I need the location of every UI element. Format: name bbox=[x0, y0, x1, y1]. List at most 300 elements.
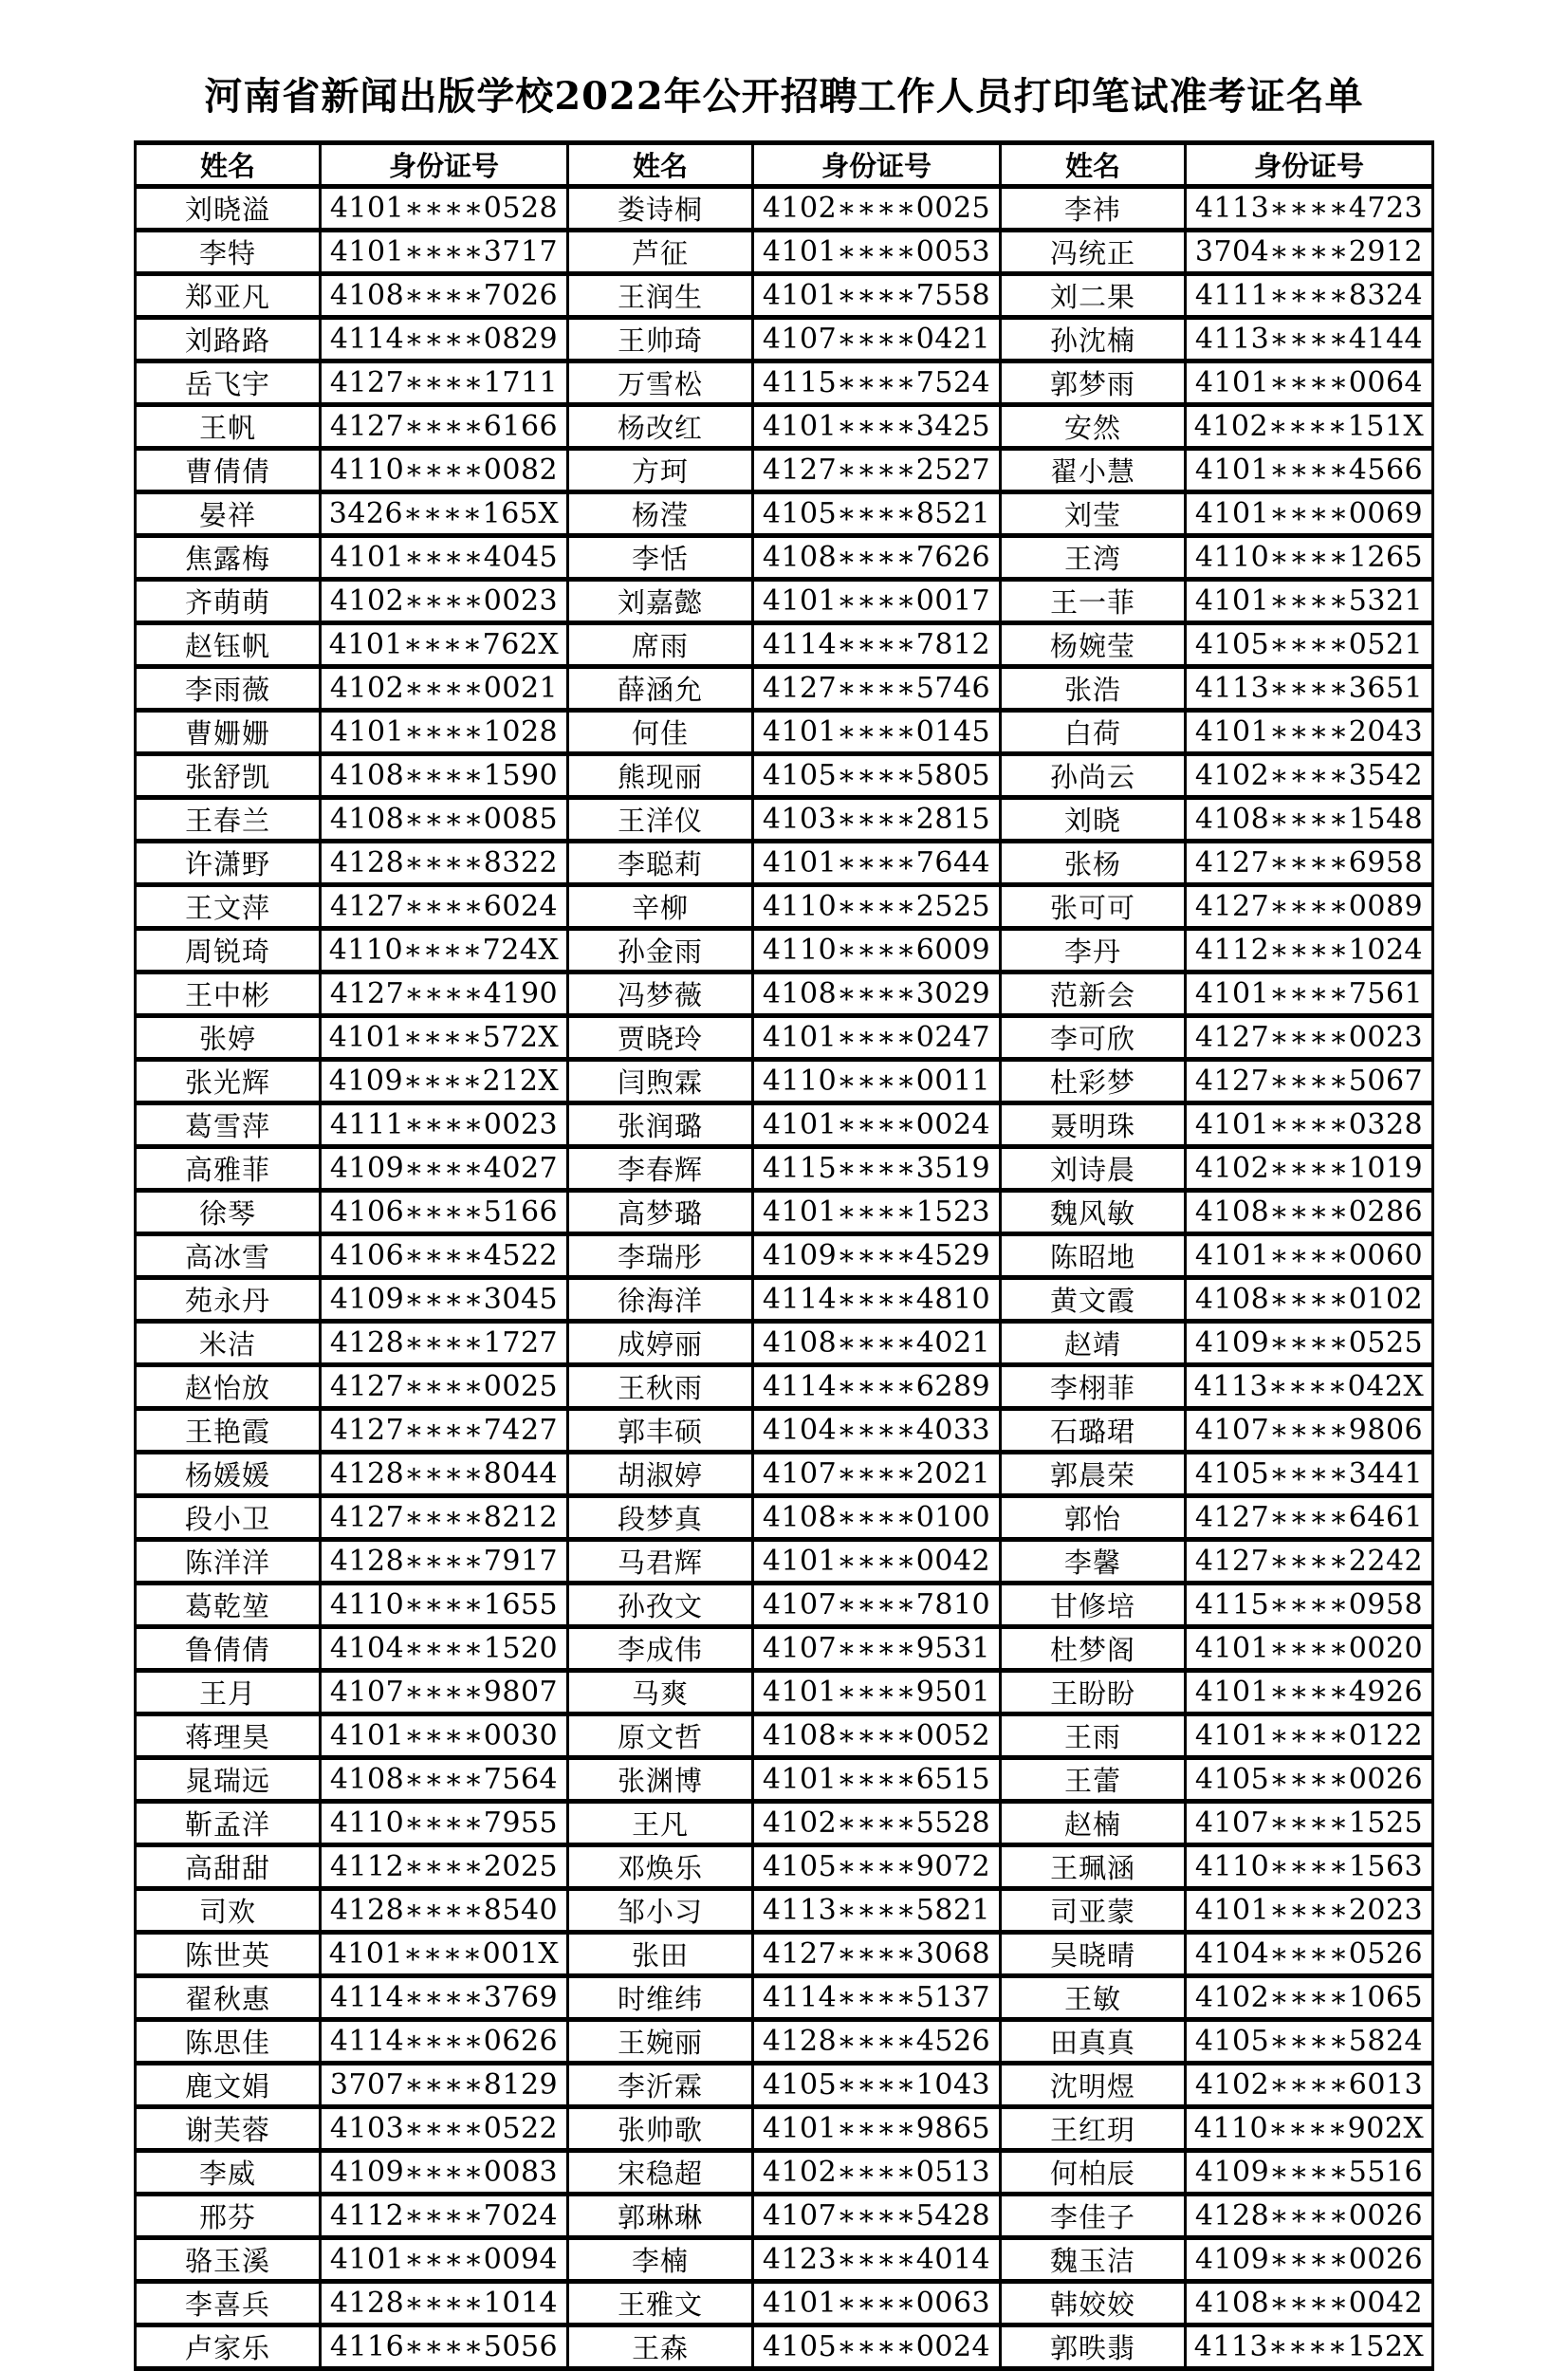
table-row bbox=[136, 1365, 1433, 1409]
name-cell: 米洁 bbox=[136, 1322, 321, 1365]
table-row bbox=[136, 2020, 1433, 2064]
name-cell: 王文萍 bbox=[136, 885, 321, 929]
id-cell: 4109∗∗∗∗3045 bbox=[321, 1278, 568, 1322]
id-cell: 4101∗∗∗∗0020 bbox=[1186, 1627, 1433, 1671]
id-cell: 4128∗∗∗∗8044 bbox=[321, 1453, 568, 1496]
table-row bbox=[136, 623, 1433, 667]
name-cell: 岳飞宇 bbox=[136, 361, 321, 405]
id-cell: 3704∗∗∗∗2912 bbox=[1186, 231, 1433, 274]
table-row bbox=[136, 536, 1433, 580]
table-row bbox=[136, 842, 1433, 885]
id-cell: 4101∗∗∗∗0069 bbox=[1186, 492, 1433, 536]
id-cell: 4105∗∗∗∗5805 bbox=[753, 754, 1001, 798]
table-row bbox=[136, 1234, 1433, 1278]
name-cell: 赵楠 bbox=[1001, 1802, 1186, 1845]
id-cell: 4113∗∗∗∗152X bbox=[1186, 2325, 1433, 2369]
id-cell: 4113∗∗∗∗4723 bbox=[1186, 187, 1433, 231]
id-cell: 4112∗∗∗∗7024 bbox=[321, 2195, 568, 2238]
name-cell: 王秋雨 bbox=[568, 1365, 753, 1409]
id-cell: 4101∗∗∗∗2043 bbox=[1186, 711, 1433, 754]
name-cell: 张润璐 bbox=[568, 1103, 753, 1147]
id-cell: 4110∗∗∗∗902X bbox=[1186, 2107, 1433, 2151]
id-cell: 4102∗∗∗∗3542 bbox=[1186, 754, 1433, 798]
id-cell: 4107∗∗∗∗9807 bbox=[321, 1671, 568, 1714]
id-cell: 4116∗∗∗∗5056 bbox=[321, 2325, 568, 2369]
name-cell: 张浩 bbox=[1001, 667, 1186, 711]
name-cell: 李特 bbox=[136, 231, 321, 274]
id-cell: 4127∗∗∗∗0025 bbox=[321, 1365, 568, 1409]
name-cell: 孙孜文 bbox=[568, 1584, 753, 1627]
id-cell: 4101∗∗∗∗9501 bbox=[753, 1671, 1001, 1714]
table-row bbox=[136, 1409, 1433, 1453]
id-cell: 4127∗∗∗∗6958 bbox=[1186, 842, 1433, 885]
id-cell: 4101∗∗∗∗0328 bbox=[1186, 1103, 1433, 1147]
name-cell: 李成伟 bbox=[568, 1627, 753, 1671]
name-cell: 蒋理昊 bbox=[136, 1714, 321, 1758]
id-cell: 4105∗∗∗∗0024 bbox=[753, 2325, 1001, 2369]
id-cell: 4106∗∗∗∗4522 bbox=[321, 1234, 568, 1278]
id-cell: 4107∗∗∗∗7810 bbox=[753, 1584, 1001, 1627]
id-cell: 4101∗∗∗∗0247 bbox=[753, 1016, 1001, 1060]
id-cell: 4101∗∗∗∗4045 bbox=[321, 536, 568, 580]
name-cell: 王帅琦 bbox=[568, 318, 753, 361]
table-row bbox=[136, 1845, 1433, 1889]
name-cell: 刘诗晨 bbox=[1001, 1147, 1186, 1191]
table-row bbox=[136, 2064, 1433, 2107]
id-cell: 4127∗∗∗∗6166 bbox=[321, 405, 568, 449]
id-cell: 4101∗∗∗∗0122 bbox=[1186, 1714, 1433, 1758]
name-cell: 席雨 bbox=[568, 623, 753, 667]
name-cell: 刘嘉懿 bbox=[568, 580, 753, 623]
name-cell: 刘路路 bbox=[136, 318, 321, 361]
column-header-name: 姓名 bbox=[568, 143, 753, 187]
name-cell: 成婷丽 bbox=[568, 1322, 753, 1365]
name-cell: 娄诗桐 bbox=[568, 187, 753, 231]
name-cell: 王珮涵 bbox=[1001, 1845, 1186, 1889]
name-cell: 安然 bbox=[1001, 405, 1186, 449]
table-row bbox=[136, 580, 1433, 623]
table-row bbox=[136, 1976, 1433, 2020]
id-cell: 4114∗∗∗∗5137 bbox=[753, 1976, 1001, 2020]
id-cell: 4101∗∗∗∗1523 bbox=[753, 1191, 1001, 1234]
name-cell: 赵钰帆 bbox=[136, 623, 321, 667]
name-cell: 闫煦霖 bbox=[568, 1060, 753, 1103]
id-cell: 4104∗∗∗∗4033 bbox=[753, 1409, 1001, 1453]
id-cell: 4107∗∗∗∗5428 bbox=[753, 2195, 1001, 2238]
id-cell: 4108∗∗∗∗0102 bbox=[1186, 1278, 1433, 1322]
id-cell: 4110∗∗∗∗1655 bbox=[321, 1584, 568, 1627]
table-row bbox=[136, 1147, 1433, 1191]
table-row bbox=[136, 2151, 1433, 2195]
name-cell: 王敏 bbox=[1001, 1976, 1186, 2020]
roster-table bbox=[134, 140, 1434, 2371]
table-row bbox=[136, 1714, 1433, 1758]
id-cell: 4101∗∗∗∗2023 bbox=[1186, 1889, 1433, 1933]
name-cell: 焦露梅 bbox=[136, 536, 321, 580]
id-cell: 4127∗∗∗∗1711 bbox=[321, 361, 568, 405]
table-row bbox=[136, 274, 1433, 318]
name-cell: 郭梦雨 bbox=[1001, 361, 1186, 405]
name-cell: 冯梦薇 bbox=[568, 972, 753, 1016]
id-cell: 4108∗∗∗∗1548 bbox=[1186, 798, 1433, 842]
name-cell: 陈昭地 bbox=[1001, 1234, 1186, 1278]
id-cell: 4109∗∗∗∗0083 bbox=[321, 2151, 568, 2195]
column-header-id: 身份证号 bbox=[1186, 143, 1433, 187]
name-cell: 刘晓溢 bbox=[136, 187, 321, 231]
name-cell: 孙金雨 bbox=[568, 929, 753, 972]
table-row bbox=[136, 1584, 1433, 1627]
name-cell: 段梦真 bbox=[568, 1496, 753, 1540]
name-cell: 李馨 bbox=[1001, 1540, 1186, 1584]
name-cell: 邹小习 bbox=[568, 1889, 753, 1933]
name-cell: 万雪松 bbox=[568, 361, 753, 405]
name-cell: 范新会 bbox=[1001, 972, 1186, 1016]
id-cell: 4128∗∗∗∗1014 bbox=[321, 2282, 568, 2325]
name-cell: 苑永丹 bbox=[136, 1278, 321, 1322]
name-cell: 杜彩梦 bbox=[1001, 1060, 1186, 1103]
name-cell: 葛雪萍 bbox=[136, 1103, 321, 1147]
name-cell: 原文哲 bbox=[568, 1714, 753, 1758]
table-row bbox=[136, 1496, 1433, 1540]
id-cell: 4114∗∗∗∗3769 bbox=[321, 1976, 568, 2020]
id-cell: 4105∗∗∗∗3441 bbox=[1186, 1453, 1433, 1496]
id-cell: 4106∗∗∗∗5166 bbox=[321, 1191, 568, 1234]
id-cell: 4115∗∗∗∗3519 bbox=[753, 1147, 1001, 1191]
id-cell: 4108∗∗∗∗4021 bbox=[753, 1322, 1001, 1365]
name-cell: 马爽 bbox=[568, 1671, 753, 1714]
id-cell: 4101∗∗∗∗762X bbox=[321, 623, 568, 667]
name-cell: 李可欣 bbox=[1001, 1016, 1186, 1060]
id-cell: 4101∗∗∗∗0145 bbox=[753, 711, 1001, 754]
name-cell: 孙尚云 bbox=[1001, 754, 1186, 798]
id-cell: 4109∗∗∗∗212X bbox=[321, 1060, 568, 1103]
id-cell: 4101∗∗∗∗0053 bbox=[753, 231, 1001, 274]
table-row bbox=[136, 187, 1433, 231]
id-cell: 4128∗∗∗∗0026 bbox=[1186, 2195, 1433, 2238]
name-cell: 冯统正 bbox=[1001, 231, 1186, 274]
name-cell: 马君辉 bbox=[568, 1540, 753, 1584]
id-cell: 4102∗∗∗∗0023 bbox=[321, 580, 568, 623]
id-cell: 4108∗∗∗∗7626 bbox=[753, 536, 1001, 580]
id-cell: 4115∗∗∗∗0958 bbox=[1186, 1584, 1433, 1627]
id-cell: 4109∗∗∗∗0026 bbox=[1186, 2238, 1433, 2282]
name-cell: 赵靖 bbox=[1001, 1322, 1186, 1365]
id-cell: 4115∗∗∗∗7524 bbox=[753, 361, 1001, 405]
id-cell: 4102∗∗∗∗6013 bbox=[1186, 2064, 1433, 2107]
table-row bbox=[136, 1453, 1433, 1496]
table-row bbox=[136, 1103, 1433, 1147]
name-cell: 李丹 bbox=[1001, 929, 1186, 972]
name-cell: 王森 bbox=[568, 2325, 753, 2369]
table-row bbox=[136, 754, 1433, 798]
id-cell: 4101∗∗∗∗0063 bbox=[753, 2282, 1001, 2325]
table-row bbox=[136, 1933, 1433, 1976]
table-row bbox=[136, 2107, 1433, 2151]
name-cell: 李沂霖 bbox=[568, 2064, 753, 2107]
id-cell: 4101∗∗∗∗0030 bbox=[321, 1714, 568, 1758]
table-row bbox=[136, 1016, 1433, 1060]
name-cell: 杨媛媛 bbox=[136, 1453, 321, 1496]
id-cell: 4102∗∗∗∗151X bbox=[1186, 405, 1433, 449]
table-row bbox=[136, 1758, 1433, 1802]
name-cell: 齐萌萌 bbox=[136, 580, 321, 623]
id-cell: 4101∗∗∗∗0017 bbox=[753, 580, 1001, 623]
name-cell: 王婉丽 bbox=[568, 2020, 753, 2064]
header-row bbox=[136, 143, 1433, 187]
id-cell: 4114∗∗∗∗4810 bbox=[753, 1278, 1001, 1322]
name-cell: 魏玉洁 bbox=[1001, 2238, 1186, 2282]
id-cell: 4105∗∗∗∗9072 bbox=[753, 1845, 1001, 1889]
id-cell: 4108∗∗∗∗0100 bbox=[753, 1496, 1001, 1540]
name-cell: 甘修培 bbox=[1001, 1584, 1186, 1627]
table-row bbox=[136, 1802, 1433, 1845]
table-row bbox=[136, 929, 1433, 972]
id-cell: 4101∗∗∗∗0094 bbox=[321, 2238, 568, 2282]
id-cell: 4101∗∗∗∗572X bbox=[321, 1016, 568, 1060]
table-row bbox=[136, 1278, 1433, 1322]
name-cell: 王红玥 bbox=[1001, 2107, 1186, 2151]
name-cell: 鲁倩倩 bbox=[136, 1627, 321, 1671]
name-cell: 李雨薇 bbox=[136, 667, 321, 711]
id-cell: 4127∗∗∗∗6461 bbox=[1186, 1496, 1433, 1540]
name-cell: 张帅歌 bbox=[568, 2107, 753, 2151]
id-cell: 4101∗∗∗∗7644 bbox=[753, 842, 1001, 885]
name-cell: 徐海洋 bbox=[568, 1278, 753, 1322]
name-cell: 葛乾堃 bbox=[136, 1584, 321, 1627]
id-cell: 4128∗∗∗∗4526 bbox=[753, 2020, 1001, 2064]
table-row bbox=[136, 1322, 1433, 1365]
id-cell: 4101∗∗∗∗001X bbox=[321, 1933, 568, 1976]
id-cell: 4108∗∗∗∗3029 bbox=[753, 972, 1001, 1016]
name-cell: 方珂 bbox=[568, 449, 753, 492]
name-cell: 陈世英 bbox=[136, 1933, 321, 1976]
name-cell: 杨改红 bbox=[568, 405, 753, 449]
name-cell: 白荷 bbox=[1001, 711, 1186, 754]
name-cell: 张舒凯 bbox=[136, 754, 321, 798]
name-cell: 何柏辰 bbox=[1001, 2151, 1186, 2195]
name-cell: 骆玉溪 bbox=[136, 2238, 321, 2282]
name-cell: 石璐珺 bbox=[1001, 1409, 1186, 1453]
id-cell: 4127∗∗∗∗2242 bbox=[1186, 1540, 1433, 1584]
id-cell: 4111∗∗∗∗8324 bbox=[1186, 274, 1433, 318]
name-cell: 李楠 bbox=[568, 2238, 753, 2282]
id-cell: 4127∗∗∗∗7427 bbox=[321, 1409, 568, 1453]
table-row bbox=[136, 1671, 1433, 1714]
id-cell: 4108∗∗∗∗7026 bbox=[321, 274, 568, 318]
name-cell: 周锐琦 bbox=[136, 929, 321, 972]
table-row bbox=[136, 667, 1433, 711]
id-cell: 4102∗∗∗∗0513 bbox=[753, 2151, 1001, 2195]
id-cell: 4104∗∗∗∗0526 bbox=[1186, 1933, 1433, 1976]
id-cell: 3426∗∗∗∗165X bbox=[321, 492, 568, 536]
id-cell: 4107∗∗∗∗2021 bbox=[753, 1453, 1001, 1496]
id-cell: 4107∗∗∗∗1525 bbox=[1186, 1802, 1433, 1845]
name-cell: 宋稳超 bbox=[568, 2151, 753, 2195]
id-cell: 4127∗∗∗∗8212 bbox=[321, 1496, 568, 1540]
name-cell: 段小卫 bbox=[136, 1496, 321, 1540]
id-cell: 4110∗∗∗∗0011 bbox=[753, 1060, 1001, 1103]
id-cell: 4113∗∗∗∗042X bbox=[1186, 1365, 1433, 1409]
name-cell: 王春兰 bbox=[136, 798, 321, 842]
id-cell: 4113∗∗∗∗5821 bbox=[753, 1889, 1001, 1933]
id-cell: 4101∗∗∗∗6515 bbox=[753, 1758, 1001, 1802]
name-cell: 郑亚凡 bbox=[136, 274, 321, 318]
id-cell: 4101∗∗∗∗0064 bbox=[1186, 361, 1433, 405]
roster-table-body bbox=[136, 187, 1433, 2369]
name-cell: 张光辉 bbox=[136, 1060, 321, 1103]
name-cell: 郭晨荣 bbox=[1001, 1453, 1186, 1496]
name-cell: 杨婉莹 bbox=[1001, 623, 1186, 667]
name-cell: 李威 bbox=[136, 2151, 321, 2195]
name-cell: 李喜兵 bbox=[136, 2282, 321, 2325]
id-cell: 4108∗∗∗∗7564 bbox=[321, 1758, 568, 1802]
id-cell: 4127∗∗∗∗4190 bbox=[321, 972, 568, 1016]
name-cell: 王蕾 bbox=[1001, 1758, 1186, 1802]
name-cell: 魏风敏 bbox=[1001, 1191, 1186, 1234]
name-cell: 聂明珠 bbox=[1001, 1103, 1186, 1147]
id-cell: 4109∗∗∗∗4027 bbox=[321, 1147, 568, 1191]
id-cell: 4127∗∗∗∗3068 bbox=[753, 1933, 1001, 1976]
id-cell: 4105∗∗∗∗5824 bbox=[1186, 2020, 1433, 2064]
name-cell: 王中彬 bbox=[136, 972, 321, 1016]
table-row bbox=[136, 798, 1433, 842]
table-row bbox=[136, 1060, 1433, 1103]
name-cell: 高甜甜 bbox=[136, 1845, 321, 1889]
name-cell: 王雅文 bbox=[568, 2282, 753, 2325]
name-cell: 晁瑞远 bbox=[136, 1758, 321, 1802]
name-cell: 孙沈楠 bbox=[1001, 318, 1186, 361]
name-cell: 谢芙蓉 bbox=[136, 2107, 321, 2151]
name-cell: 芦征 bbox=[568, 231, 753, 274]
id-cell: 4113∗∗∗∗3651 bbox=[1186, 667, 1433, 711]
name-cell: 王一菲 bbox=[1001, 580, 1186, 623]
name-cell: 陈洋洋 bbox=[136, 1540, 321, 1584]
table-row bbox=[136, 231, 1433, 274]
name-cell: 高冰雪 bbox=[136, 1234, 321, 1278]
id-cell: 4108∗∗∗∗0052 bbox=[753, 1714, 1001, 1758]
id-cell: 4105∗∗∗∗0521 bbox=[1186, 623, 1433, 667]
name-cell: 王帆 bbox=[136, 405, 321, 449]
id-cell: 4101∗∗∗∗4926 bbox=[1186, 1671, 1433, 1714]
name-cell: 辛柳 bbox=[568, 885, 753, 929]
name-cell: 何佳 bbox=[568, 711, 753, 754]
column-header-id: 身份证号 bbox=[753, 143, 1001, 187]
id-cell: 4103∗∗∗∗0522 bbox=[321, 2107, 568, 2151]
name-cell: 郭琳琳 bbox=[568, 2195, 753, 2238]
name-cell: 卢家乐 bbox=[136, 2325, 321, 2369]
name-cell: 贾晓玲 bbox=[568, 1016, 753, 1060]
id-cell: 4110∗∗∗∗6009 bbox=[753, 929, 1001, 972]
id-cell: 4110∗∗∗∗0082 bbox=[321, 449, 568, 492]
id-cell: 4107∗∗∗∗9531 bbox=[753, 1627, 1001, 1671]
id-cell: 4101∗∗∗∗3425 bbox=[753, 405, 1001, 449]
table-row bbox=[136, 1627, 1433, 1671]
table-row bbox=[136, 318, 1433, 361]
id-cell: 4101∗∗∗∗5321 bbox=[1186, 580, 1433, 623]
id-cell: 4105∗∗∗∗0026 bbox=[1186, 1758, 1433, 1802]
name-cell: 田真真 bbox=[1001, 2020, 1186, 2064]
id-cell: 4107∗∗∗∗9806 bbox=[1186, 1409, 1433, 1453]
name-cell: 邢芬 bbox=[136, 2195, 321, 2238]
name-cell: 刘晓 bbox=[1001, 798, 1186, 842]
table-row bbox=[136, 1540, 1433, 1584]
table-row bbox=[136, 2238, 1433, 2282]
id-cell: 4110∗∗∗∗7955 bbox=[321, 1802, 568, 1845]
name-cell: 胡淑婷 bbox=[568, 1453, 753, 1496]
id-cell: 4110∗∗∗∗2525 bbox=[753, 885, 1001, 929]
name-cell: 张田 bbox=[568, 1933, 753, 1976]
name-cell: 时维纬 bbox=[568, 1976, 753, 2020]
name-cell: 王艳霞 bbox=[136, 1409, 321, 1453]
table-row bbox=[136, 1889, 1433, 1933]
name-cell: 张可可 bbox=[1001, 885, 1186, 929]
table-row bbox=[136, 2325, 1433, 2369]
table-row bbox=[136, 2195, 1433, 2238]
id-cell: 4128∗∗∗∗8540 bbox=[321, 1889, 568, 1933]
id-cell: 4109∗∗∗∗4529 bbox=[753, 1234, 1001, 1278]
name-cell: 郭丰硕 bbox=[568, 1409, 753, 1453]
id-cell: 4102∗∗∗∗0025 bbox=[753, 187, 1001, 231]
name-cell: 沈明煜 bbox=[1001, 2064, 1186, 2107]
id-cell: 4112∗∗∗∗1024 bbox=[1186, 929, 1433, 972]
name-cell: 黄文霞 bbox=[1001, 1278, 1186, 1322]
name-cell: 曹倩倩 bbox=[136, 449, 321, 492]
name-cell: 张婷 bbox=[136, 1016, 321, 1060]
name-cell: 王雨 bbox=[1001, 1714, 1186, 1758]
id-cell: 4101∗∗∗∗0528 bbox=[321, 187, 568, 231]
id-cell: 4128∗∗∗∗7917 bbox=[321, 1540, 568, 1584]
id-cell: 4127∗∗∗∗5746 bbox=[753, 667, 1001, 711]
name-cell: 杨滢 bbox=[568, 492, 753, 536]
id-cell: 4101∗∗∗∗0060 bbox=[1186, 1234, 1433, 1278]
name-cell: 薛涵允 bbox=[568, 667, 753, 711]
name-cell: 司亚蒙 bbox=[1001, 1889, 1186, 1933]
name-cell: 郭怡 bbox=[1001, 1496, 1186, 1540]
table-row bbox=[136, 885, 1433, 929]
column-header-name: 姓名 bbox=[136, 143, 321, 187]
name-cell: 王凡 bbox=[568, 1802, 753, 1845]
id-cell: 4128∗∗∗∗8322 bbox=[321, 842, 568, 885]
id-cell: 4107∗∗∗∗0421 bbox=[753, 318, 1001, 361]
id-cell: 4114∗∗∗∗6289 bbox=[753, 1365, 1001, 1409]
name-cell: 刘莹 bbox=[1001, 492, 1186, 536]
name-cell: 靳孟洋 bbox=[136, 1802, 321, 1845]
name-cell: 李瑞彤 bbox=[568, 1234, 753, 1278]
table-row bbox=[136, 492, 1433, 536]
id-cell: 4113∗∗∗∗4144 bbox=[1186, 318, 1433, 361]
name-cell: 韩姣姣 bbox=[1001, 2282, 1186, 2325]
id-cell: 4110∗∗∗∗1265 bbox=[1186, 536, 1433, 580]
id-cell: 4101∗∗∗∗0024 bbox=[753, 1103, 1001, 1147]
name-cell: 李祎 bbox=[1001, 187, 1186, 231]
name-cell: 李栩菲 bbox=[1001, 1365, 1186, 1409]
id-cell: 4101∗∗∗∗9865 bbox=[753, 2107, 1001, 2151]
id-cell: 4101∗∗∗∗3717 bbox=[321, 231, 568, 274]
id-cell: 4109∗∗∗∗0525 bbox=[1186, 1322, 1433, 1365]
id-cell: 4128∗∗∗∗1727 bbox=[321, 1322, 568, 1365]
name-cell: 陈思佳 bbox=[136, 2020, 321, 2064]
id-cell: 4127∗∗∗∗0089 bbox=[1186, 885, 1433, 929]
column-header-name: 姓名 bbox=[1001, 143, 1186, 187]
table-row bbox=[136, 1191, 1433, 1234]
table-row bbox=[136, 972, 1433, 1016]
name-cell: 李佳子 bbox=[1001, 2195, 1186, 2238]
id-cell: 4114∗∗∗∗0626 bbox=[321, 2020, 568, 2064]
name-cell: 司欢 bbox=[136, 1889, 321, 1933]
id-cell: 4102∗∗∗∗1065 bbox=[1186, 1976, 1433, 2020]
id-cell: 4101∗∗∗∗4566 bbox=[1186, 449, 1433, 492]
id-cell: 4110∗∗∗∗1563 bbox=[1186, 1845, 1433, 1889]
